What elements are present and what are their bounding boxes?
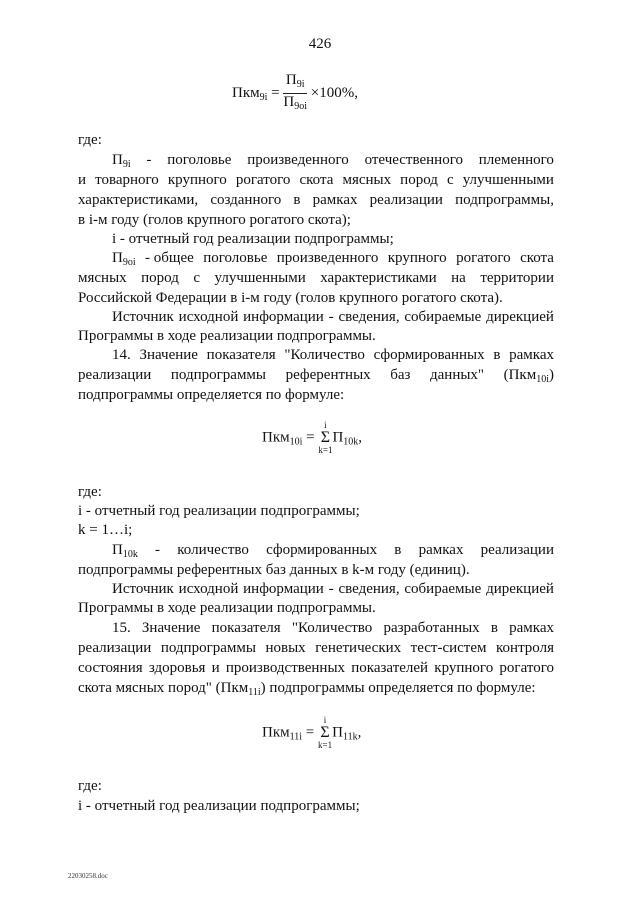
i-definition-3: i - отчетный год реализации подпрограммы; [78,798,360,814]
item14-line-1: 14. Значение показателя "Количество сформированных в рамках [112,347,554,363]
sum-symbol: i Σ k=1 [318,715,333,750]
item15-line-3: состояния здоровья и производственных показателей крупного рогатого [78,660,554,676]
i-definition: i - отчетный год реализации подпрограммы; [112,231,394,247]
source-b-line-1: Источник исходной информации - сведения, собираемые дирекцией [112,581,554,597]
where-label-2: где: [78,484,102,500]
item15-line-2: реализации подпрограммы новых генетических тест-систем контроля [78,640,554,656]
p9o-def-line-1: $П_{9oi}$ - общее поголовье произведенного крупного рогатого скота [112,250,554,268]
p9o-def-line-3: Российской Федерации в i-м году (голов крупного рогатого скота). [78,290,503,306]
k-definition: k = 1…i; [78,522,133,538]
item15-line-4: скота мясных пород" (Пкм$_{11i}$) подпрограммы определяется по формуле: [78,680,536,698]
source-a-line-2: Программы в ходе реализации подпрограммы. [78,328,376,344]
p10-def-line-2: подпрограммы референтных баз данных в k-м году (единиц). [78,562,470,578]
i-definition-2: i - отчетный год реализации подпрограммы; [78,503,360,519]
source-b-line-2: Программы в ходе реализации подпрограммы. [78,600,376,616]
formula-9: Пкм$_{9i}$ = $\frac{П_{9i}}{П_{9oi}}$ ×100%, [232,72,358,112]
p10-def-line-1: $П_{10k}$ - количество сформированных в рамках реализации [112,542,554,560]
p9o-def-line-2: мясных пород с улучшенными характеристиками на территории [78,270,554,286]
where-label-3: где: [78,778,102,794]
page-number: 426 [308,36,332,52]
p9-def-line-3: характеристиками, созданного в рамках реализации подпрограммы, [78,192,554,208]
sum-symbol: i Σ k=1 [318,420,333,455]
formula-10: Пкм$_{10i}$ = i Σ k=1 $П_{10k}$, [262,420,363,455]
p9-def-line-1: $П_{9i}$ - поголовье произведенного отечественного племенного [112,152,554,170]
p9-def-line-4: в i-м году (голов крупного рогатого скота); [78,212,351,228]
item14-line-3: подпрограммы определяется по формуле: [78,387,345,403]
where-label: где: [78,132,102,148]
item15-line-1: 15. Значение показателя "Количество разработанных в рамках [112,620,554,636]
formula-11: Пкм$_{11i}$ = i Σ k=1 $П_{11k}$, [262,715,362,750]
footer-filename: 22030258.doc [68,872,108,880]
source-a-line-1: Источник исходной информации - сведения, собираемые дирекцией [112,309,554,325]
item14-line-2: реализации подпрограммы референтных баз данных" (Пкм$_{10i}$) [78,367,554,385]
p9-def-line-2: и товарного крупного рогатого скота мясных пород с улучшенными [78,172,554,188]
